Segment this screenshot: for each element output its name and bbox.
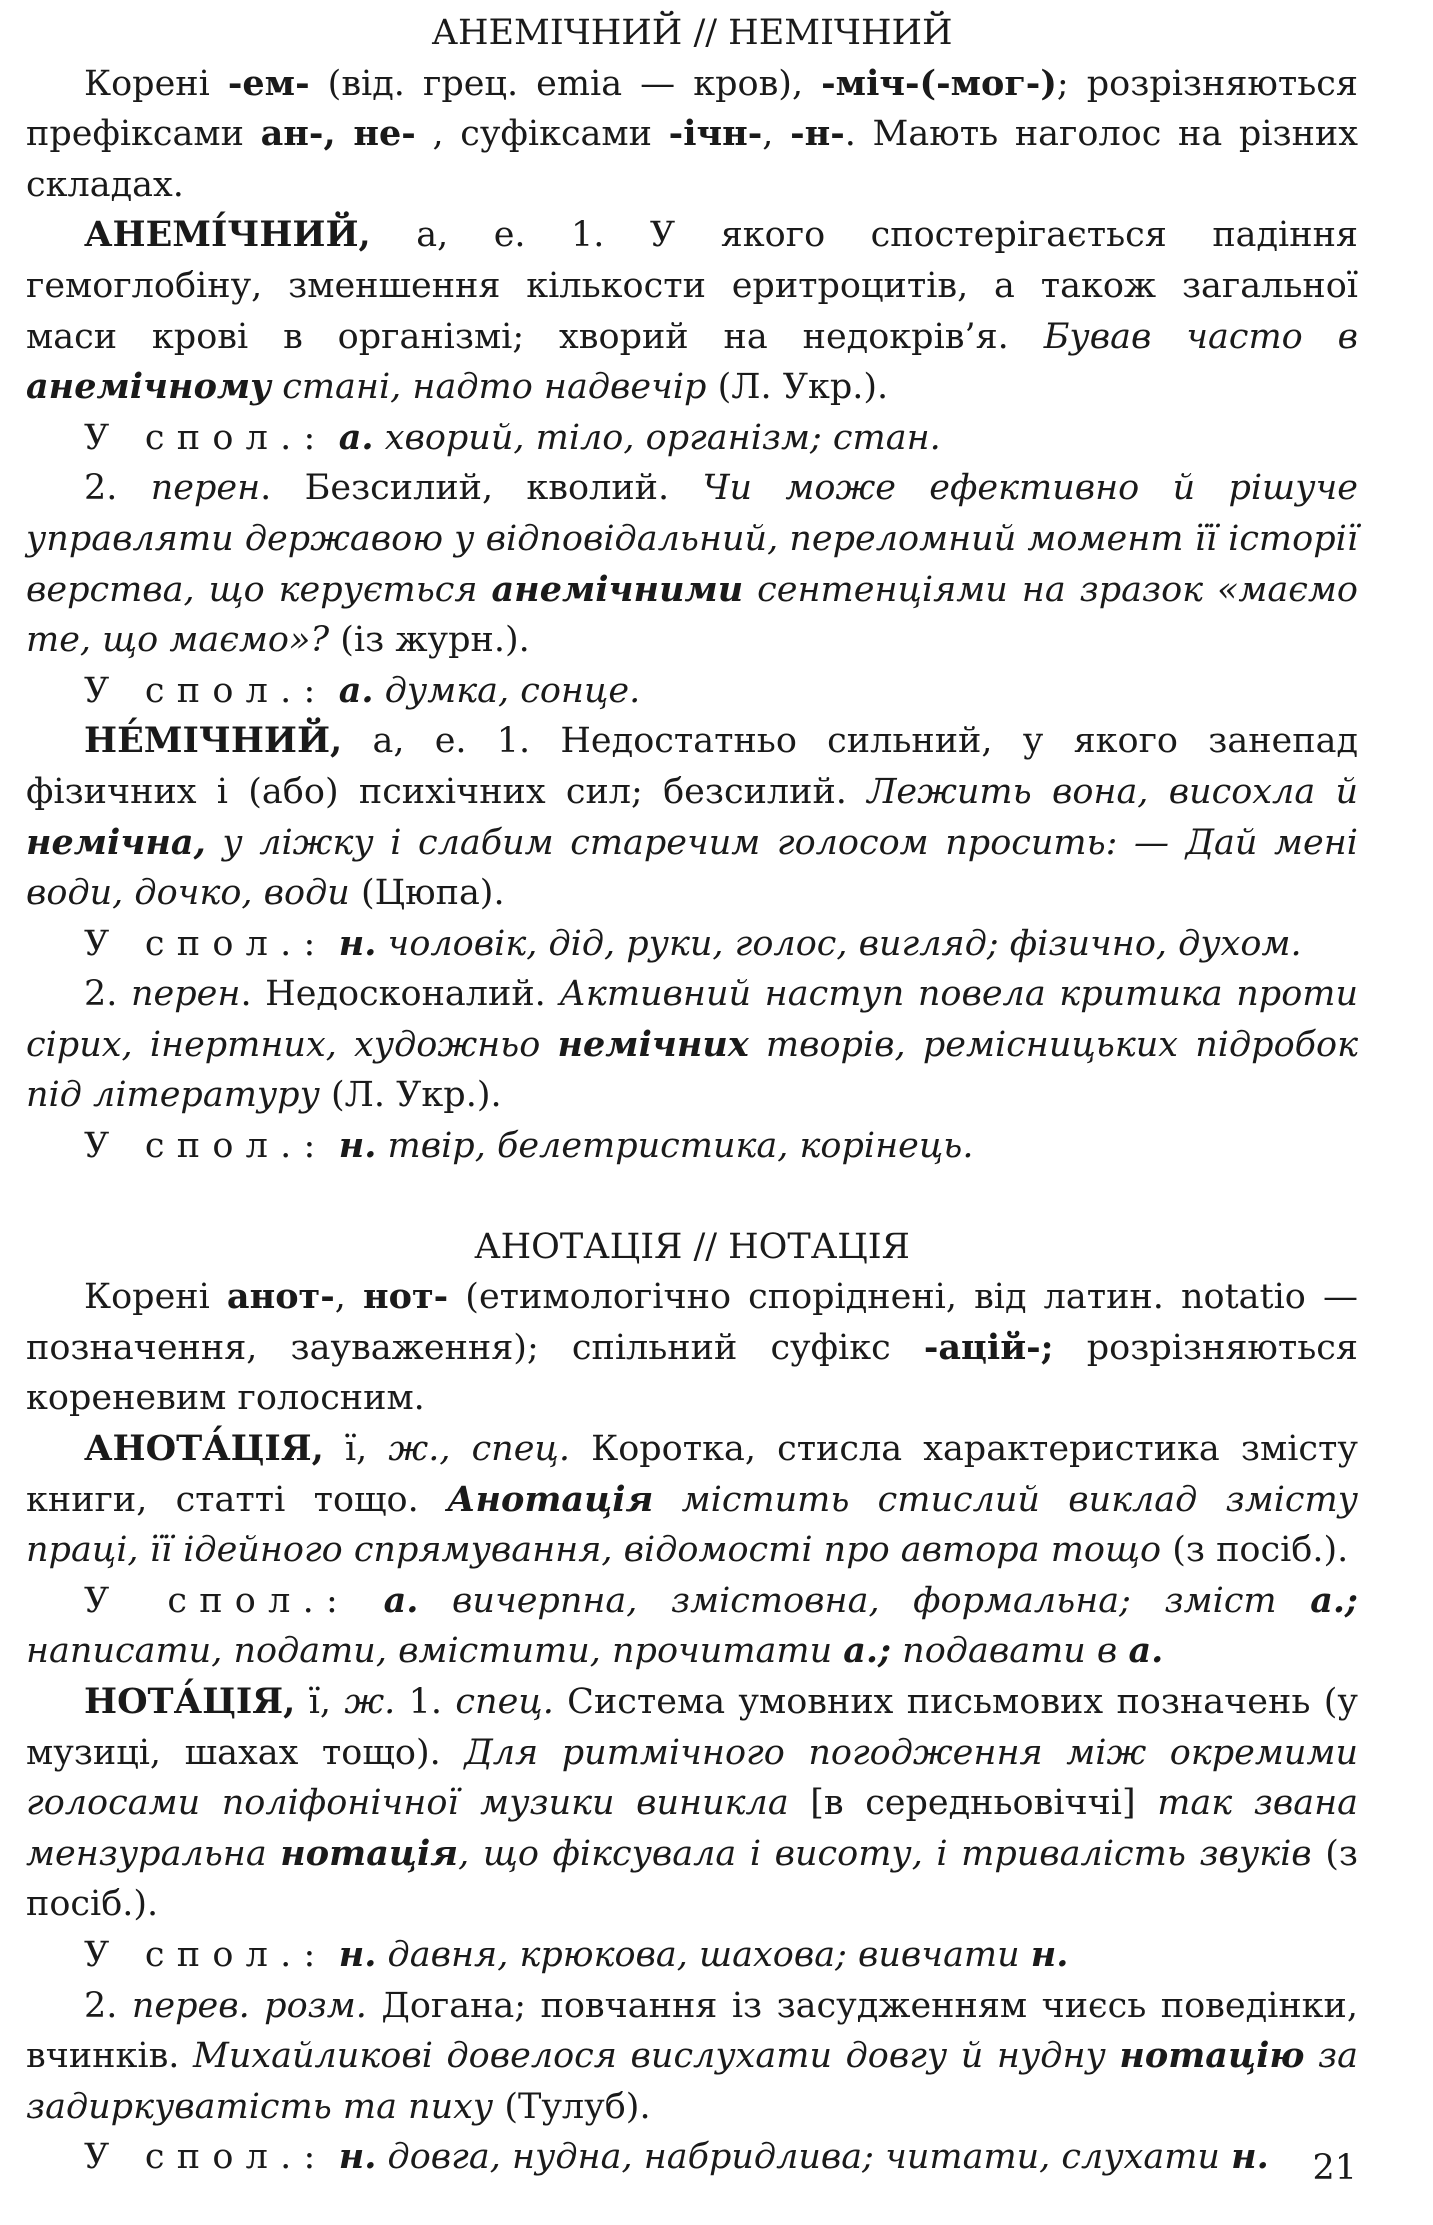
source: (Тулуб). (493, 2086, 651, 2127)
definition: АНЕМІ́ЧНИЙ, а, е. 1. У якого спостерігається падіння гемоглобіну, зменшення кількости еритроцитів, а також загальної маси крові в організмі; хворий на недокрів’я. Бував часто в анемічному стані, надто надвечір (Л. Укр.). (26, 214, 1359, 408)
headword: НЕ́МІЧНИЙ, (84, 720, 343, 762)
page-text (26, 8, 1358, 2183)
example: Михайликові довелося вислухати довгу й нудну нотацію за задиркуватість та пиху (26, 2035, 1358, 2127)
source: (із журн.). (329, 620, 530, 661)
definition: АНОТА́ЦІЯ, ї, ж., спец. Коротка, стисла характеристика змісту книги, статті тощо. Анотація містить стислий виклад змісту праці, її ідейного спрямування, відомості про автора тощо (з посіб.). (26, 1428, 1359, 1571)
entry-heading: АНОТАЦІЯ // НОТАЦІЯ (474, 1226, 910, 1267)
page-number: 21 (1312, 2148, 1357, 2188)
example: так звана мензуральна нотація, що фіксувала і висоту, і тривалість звуків (26, 1783, 1358, 1874)
entry-intro: Корені анот-, нот- (етимологічно споріднені, від латин. notatio — позначення, зауваження); спільний суфікс -ацій-; розрізняються кореневим голосним. (26, 1276, 1358, 1419)
usage-line: У спол.: н. чоловік, дід, руки, голос, вигляд; фізично, духом. (84, 922, 1302, 964)
usage-line: У спол.: н. довга, нудна, набридлива; читати, слухати н. (84, 2136, 1269, 2178)
usage-line: У спол.: а. вичерпна, змістовна, формальна; зміст а.; написати, подати, вмістити, прочитати а.; подавати в а. (26, 1579, 1358, 1672)
definition: НОТА́ЦІЯ, ї, ж. 1. спец. Система умовних письмових позначень (у музиці, шахах тощо). Для ритмічного погодження між окремими голосами поліфонічної музики виникла [в середньовіччі] так звана мензуральна нотація, що фіксувала і висоту, і тривалість звуків (з посіб.). (26, 1681, 1359, 1925)
source: (з посіб.). (1161, 1530, 1349, 1571)
definition: НЕ́МІЧНИЙ, а, е. 1. Недостатньо сильний, у якого занепад фізичних і (або) психічних сил; безсилий. Лежить вона, висохла й немічна, у ліжку і слабим старечим голосом просить: — Дай мені води, дочко, води (Цюпа). (26, 720, 1358, 914)
example: Активний наступ повела критика проти сірих, інертних, художньо немічних творів, ремісницьких підробок під літературу (26, 974, 1358, 1116)
usage-line: У спол.: н. твір, белетристика, корінець. (84, 1125, 974, 1167)
entry-intro: Корені -ем- (від. грец. emia — кров), -міч-(-мог-); розрізняються префіксами ан-, не- , суфіксами -ічн-, -н-. Мають наголос на різних складах. (26, 62, 1358, 205)
usage-line: У спол.: а. думка, сонце. (84, 669, 641, 711)
usage-line: У спол.: а. хворий, тіло, організм; стан. (84, 416, 941, 458)
example: Лежить вона, висохла й немічна, у ліжку і слабим старечим голосом просить: — Дай мені води, дочко, води (26, 771, 1358, 914)
definition: 2. перен. Безсилий, кволий. Чи може ефективно й рішуче управляти державою у відповідальний, переломний момент її історії верства, що керується анемічними сентенціями на зразок «маємо те, що маємо»? (із журн.). (26, 468, 1358, 661)
source: (Цюпа). (349, 873, 505, 914)
usage-line: У спол.: н. давня, крюкова, шахова; вивчати н. (84, 1933, 1069, 1975)
source: (Л. Укр.). (706, 367, 889, 408)
definition: 2. перев. розм. Догана; повчання із засудженням чиєсь поведінки, вчинків. Михайликові довелося вислухати довгу й нудну нотацію за задиркуватість та пиху (Тулуб). (26, 1985, 1358, 2127)
example: Чи може ефективно й рішуче управляти державою у відповідальний, переломний момент її історії верства, що керується анемічними сентенціями на зразок «маємо те, що маємо»? (26, 468, 1358, 661)
example: Бував часто в анемічному стані, надто надвечір (26, 316, 1359, 408)
example: Для ритмічного погодження між окремими голосами поліфонічної музики виникла (26, 1732, 1359, 1824)
definition: 2. перен. Недосконалий. Активний наступ повела критика проти сірих, інертних, художньо немічних творів, ремісницьких підробок під літературу (Л. Укр.). (26, 974, 1358, 1116)
headword: АНОТА́ЦІЯ, (84, 1428, 324, 1470)
example: Анотація містить стислий виклад змісту праці, її ідейного спрямування, відомості про автора тощо (26, 1478, 1359, 1571)
entry-heading: АНЕМІЧНИЙ // НЕМІЧНИЙ (431, 13, 953, 53)
headword: НОТА́ЦІЯ, (84, 1681, 296, 1722)
source: (з посіб.). (26, 1833, 1359, 1925)
source: (Л. Укр.). (319, 1075, 502, 1116)
headword: АНЕМІ́ЧНИЙ, (84, 214, 371, 256)
